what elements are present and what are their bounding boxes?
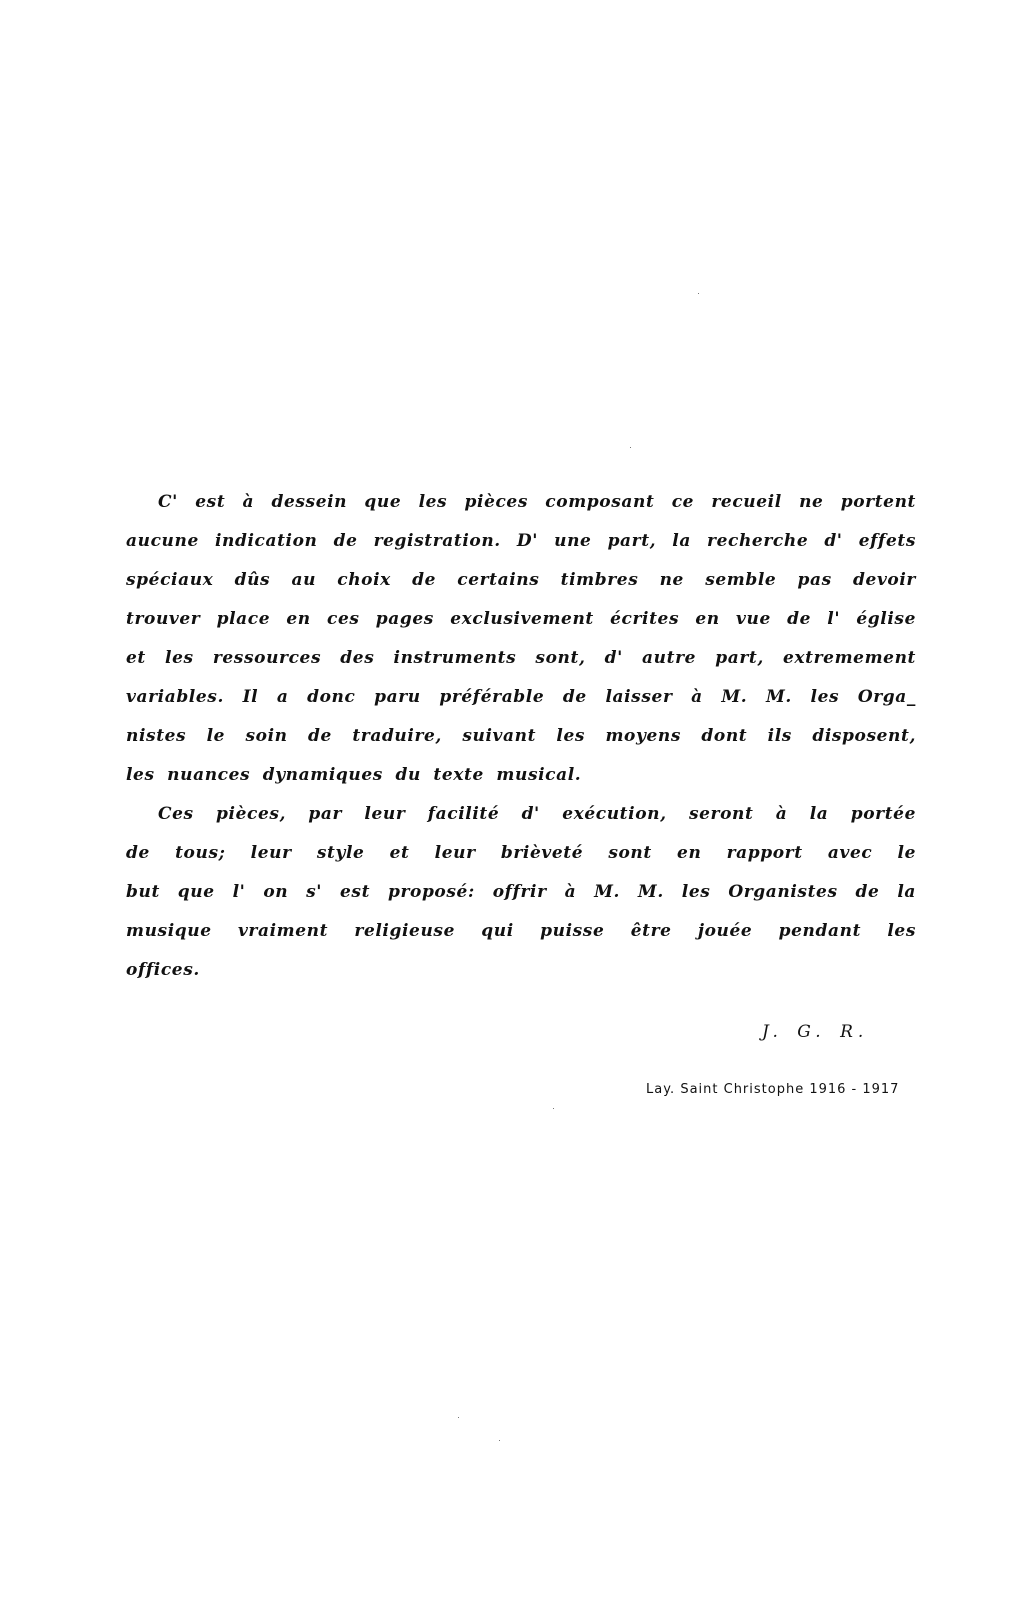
preface-line: et les ressources des instruments sont, d' autre part, extremement (126, 648, 916, 668)
preface-line: les nuances dynamiques du texte musical. (126, 765, 582, 785)
preface-line: nistes le soin de traduire, suivant les moyens dont ils disposent, (126, 726, 916, 746)
preface-line: spéciaux dûs au choix de certains timbres ne semble pas devoir (126, 570, 916, 590)
scan-speck (698, 293, 699, 294)
scan-speck (458, 1417, 459, 1418)
place-date: Lay. Saint Christophe 1916 - 1917 (646, 1082, 900, 1097)
preface-line: C' est à dessein que les pièces composant ce recueil ne portent (158, 492, 916, 512)
preface-text (126, 483, 916, 990)
preface-line: de tous; leur style et leur brièveté sont en rapport avec le (126, 843, 916, 863)
scan-speck (499, 1440, 500, 1441)
preface-line: offices. (126, 960, 200, 980)
preface-line: but que l' on s' est proposé: offrir à M. M. les Organistes de la (126, 882, 916, 902)
preface-line: variables. Il a donc paru préférable de laisser à M. M. les Orga_ (126, 687, 916, 707)
signature-initials: J. G. R. (762, 1022, 869, 1042)
preface-line: trouver place en ces pages exclusivement écrites en vue de l' église (126, 609, 916, 629)
preface-line: musique vraiment religieuse qui puisse être jouée pendant les (126, 921, 916, 941)
preface-line: Ces pièces, par leur facilité d' exécution, seront à la portée (158, 804, 916, 824)
preface-line: aucune indication de registration. D' une part, la recherche d' effets (126, 531, 916, 551)
scan-speck (630, 447, 631, 448)
scan-speck (553, 1108, 554, 1109)
